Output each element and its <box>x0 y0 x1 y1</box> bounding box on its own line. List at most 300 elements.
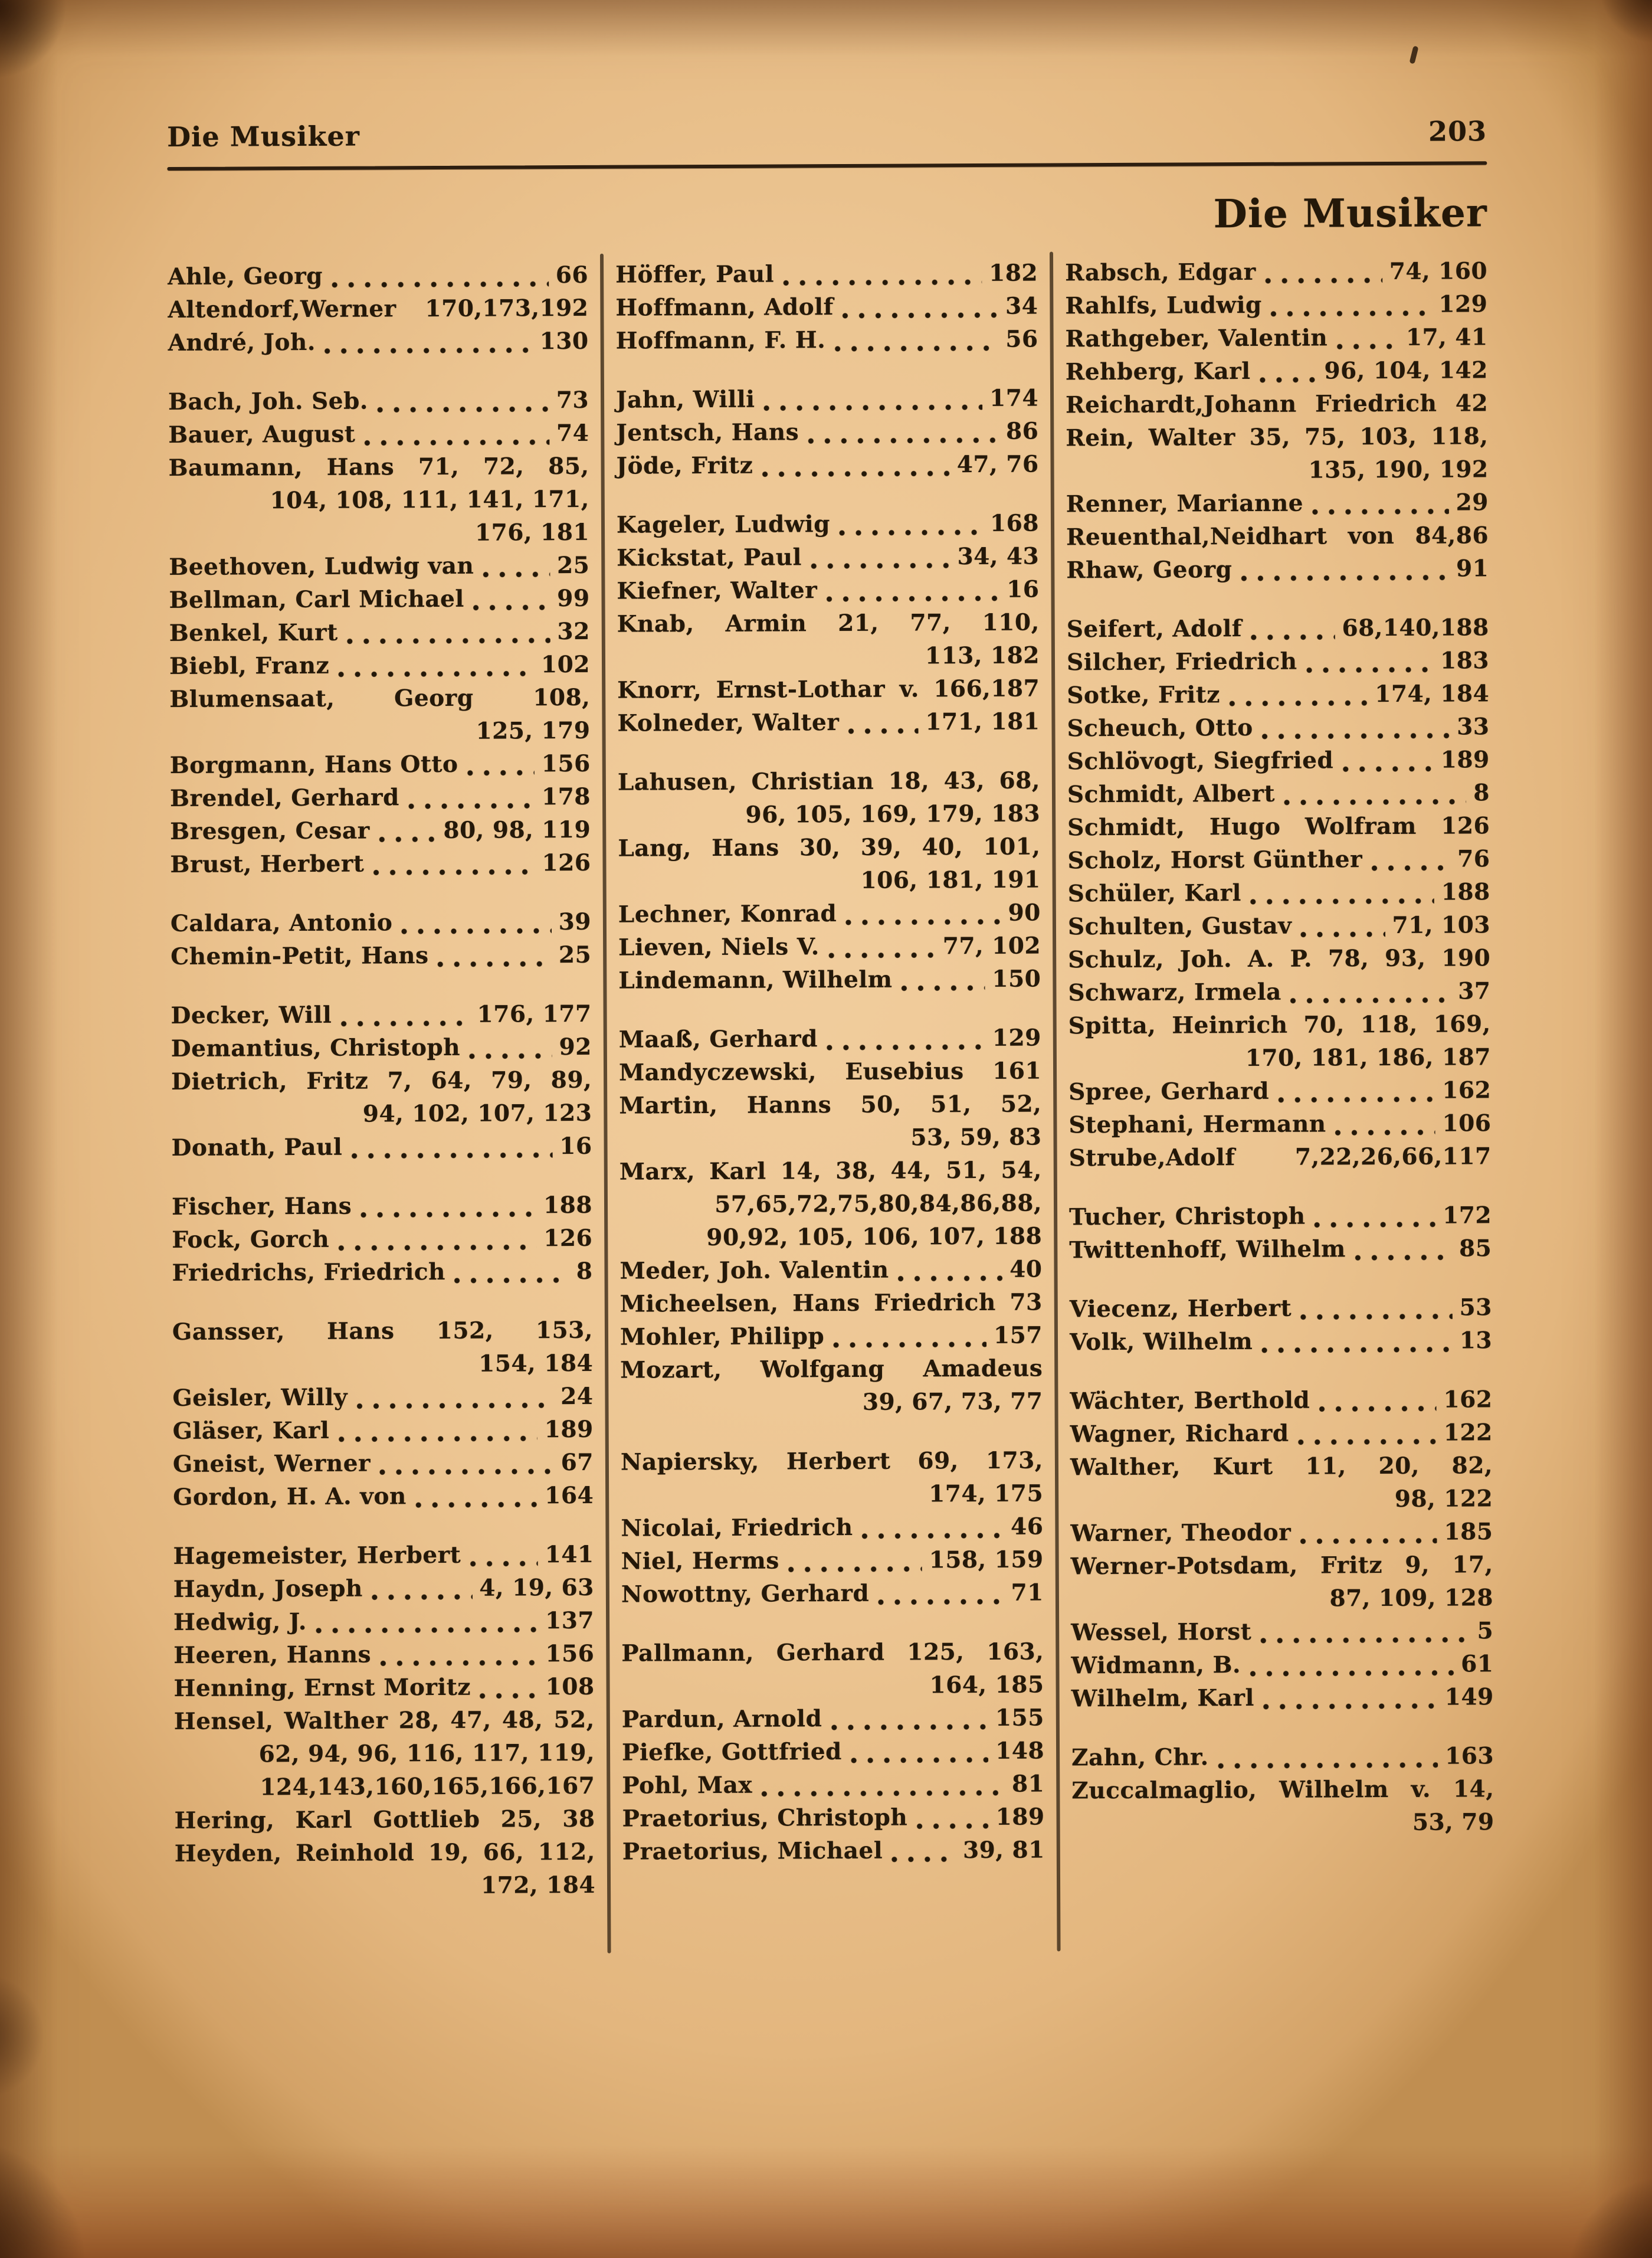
entry-pages: 157 <box>993 1321 1043 1349</box>
entry-pages: 42 <box>1455 390 1489 417</box>
index-entry-continuation <box>618 863 1041 898</box>
entry-pages: 99 <box>557 584 590 613</box>
index-entry <box>1069 1232 1492 1267</box>
index-entry <box>170 846 591 881</box>
index-group <box>168 258 589 359</box>
entry-name: Praetorius, Michael <box>622 1837 883 1866</box>
index-group <box>1067 611 1492 1174</box>
index-entry <box>168 325 589 359</box>
dot-leader <box>1240 552 1449 587</box>
entry-name: Silcher, Friedrich <box>1066 647 1297 676</box>
index-entry <box>618 963 1041 997</box>
index-entry <box>620 1286 1043 1321</box>
index-entry <box>1070 1515 1493 1550</box>
entry-name: Knab, Armin <box>617 610 807 638</box>
dot-leader <box>1312 486 1449 520</box>
entry-pages: 90,92, 105, 106, 107, 188 <box>706 1222 1043 1252</box>
dot-leader <box>761 448 950 482</box>
entry-pages: 150 <box>992 965 1041 993</box>
entry-name: Schwarz, Irmela <box>1068 978 1281 1007</box>
index-entry <box>171 1030 592 1065</box>
entry-name: Schmidt, Hugo Wolfram <box>1067 812 1417 842</box>
index-entry <box>1066 486 1489 521</box>
index-entry <box>173 1571 594 1606</box>
entry-pages: 155 <box>995 1704 1044 1732</box>
entry-name: Hensel, Walther <box>173 1707 388 1735</box>
entry-pages: 40 <box>1009 1255 1043 1283</box>
index-entry <box>620 1352 1043 1387</box>
index-entry <box>618 930 1041 964</box>
entry-pages: 87, 109, 128 <box>1329 1584 1494 1612</box>
entry-pages: 125, 163, <box>907 1638 1044 1666</box>
index-entry <box>173 1637 594 1672</box>
entry-pages: 90 <box>1008 899 1041 927</box>
entry-pages: 34, 43 <box>957 542 1040 571</box>
index-entry <box>169 549 589 584</box>
entry-pages: 61 <box>1461 1650 1494 1678</box>
entry-name: Warner, Theodor <box>1070 1519 1292 1547</box>
index-entry <box>622 1701 1044 1736</box>
index-entry <box>173 1446 594 1481</box>
entry-pages: 19, 66, 112, <box>428 1838 595 1867</box>
dot-leader <box>782 257 982 290</box>
index-entry <box>1067 611 1489 646</box>
index-group <box>168 384 591 881</box>
index-entry <box>173 1538 594 1573</box>
entry-pages: 164, 185 <box>929 1671 1044 1699</box>
entry-pages: 96, 105, 169, 179, 183 <box>745 800 1041 829</box>
dot-leader <box>379 1637 539 1671</box>
dot-leader <box>1260 1614 1470 1648</box>
entry-pages: 35, 75, 103, 118, <box>1249 423 1489 451</box>
entry-pages: 152, 153, <box>436 1316 594 1345</box>
index-group <box>616 382 1039 483</box>
index-entry <box>170 780 591 815</box>
entry-pages: 8 <box>576 1257 593 1285</box>
dot-leader <box>1336 321 1399 354</box>
index-entry <box>1065 254 1487 289</box>
entry-pages: 174, 184 <box>1375 680 1490 708</box>
index-entry <box>621 1543 1044 1578</box>
dot-leader <box>1300 909 1385 943</box>
entry-name: Niel, Herms <box>621 1547 779 1575</box>
entry-pages: 176, 181 <box>474 518 590 546</box>
entry-pages: 141 <box>545 1540 594 1569</box>
entry-pages: 25 <box>556 551 590 580</box>
entry-pages: 126 <box>1441 812 1490 840</box>
index-group <box>1069 1199 1492 1267</box>
entry-name: Walther, Kurt <box>1070 1452 1273 1481</box>
entry-pages: 164 <box>545 1481 594 1510</box>
dot-leader <box>371 1572 473 1605</box>
index-entry <box>175 1835 595 1870</box>
entry-pages: 124,143,160,165,166,167 <box>260 1772 595 1801</box>
dot-leader <box>1264 255 1382 289</box>
index-entry <box>1068 1107 1491 1141</box>
dot-leader <box>838 507 983 541</box>
dot-leader <box>372 846 535 880</box>
entry-name: Wächter, Berthold <box>1070 1386 1310 1415</box>
dot-leader <box>1299 1516 1437 1549</box>
index-group <box>618 764 1041 997</box>
index-entry <box>621 1576 1044 1611</box>
entry-name: Brust, Herbert <box>170 850 365 878</box>
entry-name: Mozart, Wolfgang Amadeus <box>620 1354 1043 1384</box>
entry-pages: 156 <box>545 1639 595 1668</box>
entry-pages: 56 <box>1005 325 1038 353</box>
entry-name: Hoffmann, Adolf <box>615 293 834 322</box>
entry-pages: 18, 43, 68, <box>888 767 1040 795</box>
index-entry <box>1067 842 1490 877</box>
index-entry-continuation <box>1070 1482 1493 1517</box>
entry-pages: 16 <box>559 1132 592 1160</box>
entry-pages: 71, 72, 85, <box>418 452 589 481</box>
entry-pages: 80, 98, 119 <box>443 816 591 844</box>
dot-leader <box>363 417 549 450</box>
entry-pages: 4, 19, 63 <box>479 1573 594 1602</box>
dot-leader <box>1354 1232 1452 1266</box>
entry-pages: 78, 93, 190 <box>1328 944 1491 973</box>
entry-name: Twittenhoff, Wilhelm <box>1069 1235 1346 1264</box>
entry-pages: 122 <box>1443 1419 1493 1447</box>
index-entry <box>1067 710 1489 745</box>
dot-leader <box>1283 776 1467 810</box>
entry-name: Napiersky, Herbert <box>620 1447 891 1476</box>
entry-name: Hedwig, J. <box>173 1608 307 1636</box>
index-entry <box>620 1154 1042 1189</box>
entry-pages: 62, 94, 96, 116, 117, 119, <box>258 1739 595 1768</box>
dot-leader <box>1371 843 1450 876</box>
entry-name: Haydn, Joseph <box>173 1575 363 1603</box>
index-entry <box>615 290 1038 325</box>
index-entry <box>621 1635 1044 1670</box>
entry-pages: 69, 173, <box>917 1447 1044 1475</box>
index-entry <box>615 257 1038 292</box>
index-entry <box>1070 1383 1492 1418</box>
entry-pages: 53, 59, 83 <box>910 1123 1042 1151</box>
index-entry <box>172 1255 592 1290</box>
index-entry <box>1066 519 1489 554</box>
index-entry <box>620 1253 1042 1288</box>
index-entry <box>1067 644 1489 679</box>
index-group <box>172 1189 593 1290</box>
entry-name: Lechner, Konrad <box>618 900 837 928</box>
dot-leader <box>350 1130 552 1163</box>
index-entry <box>1070 1449 1493 1484</box>
index-entry-continuation <box>175 1868 595 1903</box>
entry-pages: 106, 181, 191 <box>860 866 1041 894</box>
entry-name: Bauer, August <box>168 420 356 449</box>
index-entry <box>621 1510 1043 1545</box>
entry-pages: 33 <box>1457 713 1490 741</box>
entry-name: Kolneder, Walter <box>617 709 840 737</box>
index-entry <box>170 813 591 848</box>
index-entry-continuation <box>620 1385 1043 1420</box>
index-column-2 <box>615 257 1045 1868</box>
dot-leader <box>315 1604 539 1638</box>
entry-name: Bellman, Carl Michael <box>169 585 464 614</box>
entry-pages: 74, 160 <box>1389 257 1488 285</box>
entry-pages: 98, 122 <box>1394 1485 1493 1513</box>
entry-pages: 84,86 <box>1415 522 1489 549</box>
entry-pages: 170,173,192 <box>425 294 589 323</box>
entry-pages: 39, 81 <box>962 1836 1045 1864</box>
dot-leader <box>842 290 999 323</box>
entry-name: Kiefner, Walter <box>617 577 818 605</box>
dot-leader <box>834 323 998 356</box>
entry-name: Heeren, Hanns <box>173 1641 372 1669</box>
entry-name: Nowottny, Gerhard <box>621 1579 870 1608</box>
entry-name: Kageler, Ludwig <box>616 510 831 539</box>
index-entry <box>168 450 589 485</box>
entry-name: Caldara, Antonio <box>170 909 393 937</box>
index-entry <box>617 573 1039 608</box>
dot-leader <box>1290 975 1451 1009</box>
entry-pages: 94, 102, 107, 123 <box>362 1099 592 1128</box>
index-group <box>621 1444 1044 1611</box>
index-entry <box>622 1735 1044 1769</box>
entry-pages: 91 <box>1456 555 1489 583</box>
index-entry <box>618 830 1040 865</box>
entry-name: Rehberg, Karl <box>1065 357 1251 386</box>
dot-leader <box>337 1413 537 1447</box>
entry-pages: 53, 79 <box>1412 1808 1494 1836</box>
entry-name: Volk, Wilhelm <box>1069 1327 1253 1356</box>
dot-leader <box>408 780 535 814</box>
entry-pages: 126 <box>543 1224 593 1252</box>
entry-name: Dietrich, Fritz <box>171 1067 369 1095</box>
index-entry <box>169 681 590 716</box>
index-entry <box>173 1670 594 1705</box>
entry-pages: 174 <box>989 384 1039 412</box>
entry-name: Scheuch, Otto <box>1067 714 1253 742</box>
index-entry <box>619 1022 1041 1056</box>
index-entry <box>168 292 588 326</box>
entry-name: Ahle, Georg <box>168 262 323 290</box>
entry-name: Altendorf,Werner <box>168 295 396 323</box>
dot-leader <box>1261 1324 1453 1358</box>
index-entry <box>617 705 1040 740</box>
entry-pages: 73 <box>556 386 589 414</box>
dot-leader <box>1277 1074 1435 1108</box>
entry-pages: 188 <box>1441 878 1490 906</box>
entry-name: Wilhelm, Karl <box>1071 1684 1254 1713</box>
column-divider <box>1050 251 1061 1951</box>
entry-name: Bach, Joh. Seb. <box>168 387 368 415</box>
entry-name: Hering, Karl Gottlieb <box>174 1805 480 1834</box>
index-entry <box>1068 941 1490 976</box>
dot-leader <box>379 1446 554 1480</box>
entry-pages: 53 <box>1459 1294 1492 1321</box>
index-entry <box>1069 1199 1492 1233</box>
index-entry <box>617 672 1040 707</box>
index-entry <box>1068 908 1490 943</box>
entry-name: Heyden, Reinhold <box>174 1839 415 1867</box>
entry-name: Donath, Paul <box>171 1133 343 1161</box>
dot-leader <box>1228 678 1368 711</box>
index-entry <box>173 1479 594 1514</box>
entry-name: Pallmann, Gerhard <box>621 1638 885 1667</box>
entry-pages: 86 <box>1005 417 1039 445</box>
dot-leader <box>360 1189 536 1222</box>
index-entry <box>174 1703 595 1738</box>
entry-name: Kickstat, Paul <box>617 544 802 572</box>
section-heading: Die Musiker <box>1213 189 1487 237</box>
entry-name: Strube,Adolf <box>1068 1144 1235 1172</box>
dot-leader <box>1261 711 1450 744</box>
dot-leader <box>1217 1740 1438 1774</box>
entry-pages: 108, <box>533 683 591 712</box>
index-entry-continuation <box>620 1220 1042 1255</box>
entry-pages: 126 <box>542 849 591 877</box>
entry-name: Stephani, Hermann <box>1068 1110 1326 1139</box>
index-entry <box>1071 1772 1494 1807</box>
index-entry <box>616 448 1038 483</box>
index-entry <box>1071 1647 1493 1682</box>
index-entry <box>1067 809 1490 844</box>
index-entry-continuation <box>171 1097 592 1131</box>
index-entry <box>173 1604 594 1639</box>
entry-name: Werner-Potsdam, Fritz <box>1070 1552 1383 1580</box>
index-entry <box>622 1768 1044 1802</box>
entry-pages: 25 <box>558 941 592 969</box>
dot-leader <box>900 963 985 996</box>
entry-name: Baumann, Hans <box>168 453 395 482</box>
index-entry <box>1069 1140 1492 1174</box>
entry-name: Wagner, Richard <box>1070 1419 1289 1448</box>
dot-leader <box>473 582 550 616</box>
dot-leader <box>807 415 999 449</box>
index-entry-continuation <box>169 714 590 749</box>
entry-pages: 148 <box>995 1737 1045 1765</box>
entry-pages: 92 <box>559 1033 592 1061</box>
index-entry <box>1068 875 1490 910</box>
index-entry <box>1066 420 1488 454</box>
index-column-3 <box>1065 254 1494 1840</box>
index-entry <box>171 997 591 1032</box>
entry-pages: 47, 76 <box>956 450 1039 479</box>
entry-name: Gneist, Werner <box>172 1449 371 1478</box>
entry-name: Lieven, Niels V. <box>618 933 820 961</box>
entry-pages: 39 <box>558 908 592 936</box>
entry-name: Borgmann, Hans Otto <box>169 750 458 779</box>
dot-leader <box>1300 1291 1453 1325</box>
index-columns <box>168 254 1495 1955</box>
dot-leader <box>1305 644 1433 678</box>
dot-leader <box>1297 1416 1437 1450</box>
index-entry-continuation <box>617 639 1040 674</box>
entry-pages: 73 <box>1009 1288 1043 1316</box>
index-entry <box>617 507 1039 542</box>
entry-name: Zuccalmaglio, Wilhelm v. <box>1071 1775 1431 1805</box>
index-entry <box>168 384 589 418</box>
index-group <box>171 905 591 973</box>
dot-leader <box>828 930 936 963</box>
entry-pages: 14, 38, 44, 51, 54, <box>780 1156 1042 1185</box>
entry-name: Schulz, Joh. A. P. <box>1068 945 1313 974</box>
entry-name: Rhaw, Georg <box>1066 556 1233 584</box>
index-entry <box>171 1130 592 1164</box>
entry-pages: 24 <box>560 1382 594 1411</box>
entry-name: Reuenthal,Neidhart von <box>1066 522 1395 551</box>
dot-leader <box>832 1319 986 1353</box>
dot-leader <box>479 1670 539 1703</box>
entry-pages: 104, 108, 111, 141, 171, <box>270 485 589 515</box>
index-entry <box>172 1314 593 1349</box>
index-entry <box>619 1088 1041 1123</box>
entry-pages: 189 <box>1440 746 1490 774</box>
entry-pages: 161 <box>992 1057 1042 1085</box>
entry-pages: 11, 20, 82, <box>1305 1452 1493 1480</box>
entry-pages: 182 <box>989 259 1038 287</box>
entry-name: Decker, Will <box>171 1001 332 1029</box>
entry-name: Spitta, Heinrich <box>1068 1011 1288 1040</box>
entry-name: Schulten, Gustav <box>1067 912 1292 941</box>
index-group <box>1071 1739 1494 1840</box>
entry-pages: 50, 51, 52, <box>860 1090 1042 1118</box>
index-entry <box>621 1444 1043 1479</box>
index-entry-continuation <box>620 1187 1042 1222</box>
entry-name: André, Joh. <box>168 328 316 356</box>
entry-name: Gläser, Karl <box>172 1416 330 1445</box>
index-group <box>617 507 1040 740</box>
entry-pages: 106 <box>1442 1110 1492 1137</box>
entry-name: Gordon, H. A. von <box>173 1483 407 1511</box>
index-entry-continuation <box>619 1121 1041 1156</box>
entry-name: Maaß, Gerhard <box>618 1025 818 1053</box>
entry-pages: 183 <box>1440 647 1490 675</box>
entry-name: Wessel, Horst <box>1071 1618 1252 1647</box>
dot-leader <box>337 1222 536 1255</box>
index-group <box>1070 1383 1493 1715</box>
dot-leader <box>401 905 551 939</box>
index-group <box>172 1314 594 1514</box>
index-entry <box>1070 1324 1492 1359</box>
entry-name: Chemin-Petit, Hans <box>171 942 429 970</box>
entry-pages: 39, 67, 73, 77 <box>862 1387 1043 1416</box>
entry-pages: 74 <box>556 419 589 447</box>
dot-leader <box>916 1801 989 1834</box>
entry-pages: 172 <box>1443 1202 1492 1229</box>
index-entry <box>618 896 1041 931</box>
entry-pages: 185 <box>1444 1518 1493 1546</box>
entry-pages: 154, 184 <box>478 1349 594 1377</box>
dot-leader <box>356 1380 553 1413</box>
dot-leader <box>468 1030 552 1064</box>
entry-pages: 66 <box>555 261 589 289</box>
entry-name: Zahn, Chr. <box>1071 1743 1209 1772</box>
index-group <box>173 1538 595 1903</box>
entry-name: Jentsch, Hans <box>616 418 799 447</box>
dot-leader <box>337 648 534 682</box>
dot-leader <box>1263 1681 1438 1714</box>
index-entry <box>171 1063 592 1098</box>
entry-name: Martin, Hanns <box>619 1091 832 1120</box>
dot-leader <box>469 1538 538 1572</box>
entry-pages: 166,187 <box>933 675 1040 703</box>
index-entry <box>173 1413 594 1448</box>
entry-pages: 172, 184 <box>480 1871 596 1899</box>
dot-leader <box>850 1735 989 1768</box>
index-entry <box>1066 387 1488 421</box>
entry-name: Pohl, Max <box>622 1771 753 1799</box>
dot-leader <box>830 1701 988 1735</box>
entry-pages: 85 <box>1458 1235 1492 1262</box>
index-entry <box>1066 552 1489 587</box>
entry-name: Henning, Ernst Moritz <box>173 1673 471 1702</box>
entry-name: Knorr, Ernst-Lothar v. <box>617 675 919 704</box>
entry-name: Reichardt,Johann Friedrich <box>1066 390 1437 419</box>
